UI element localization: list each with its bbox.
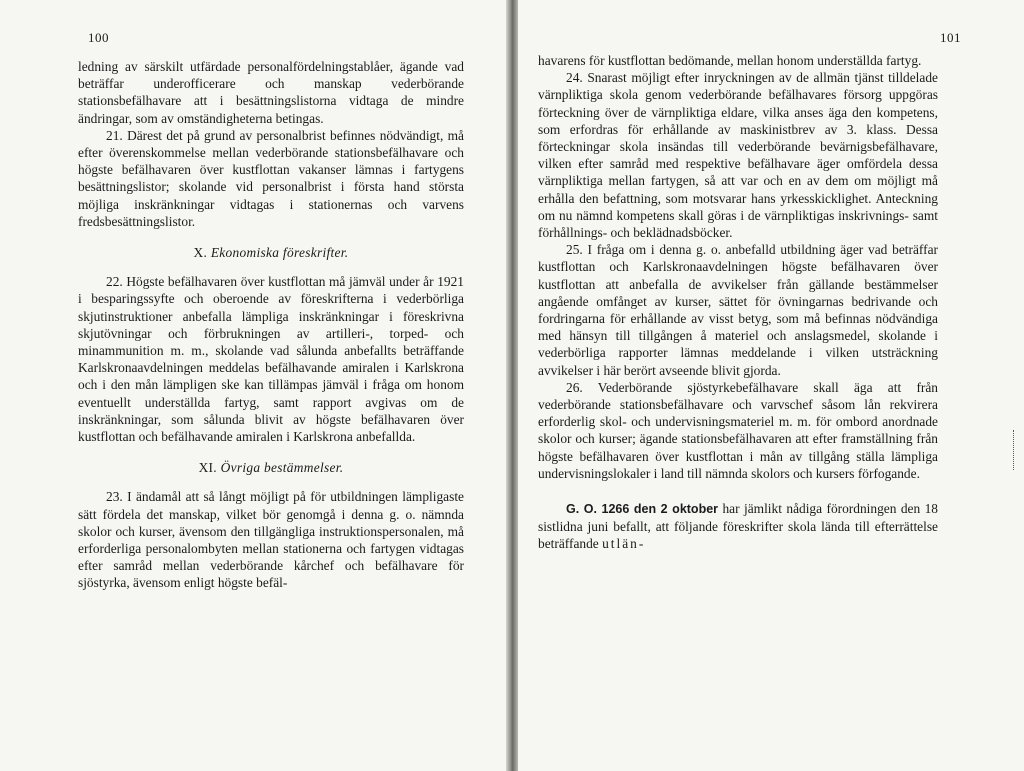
paragraph-24: 24. Snarast möjligt efter inryckningen av de allmän tjänst tilldelade värnpliktiga skola genom vederbörande befälhavares försorg uppgöras förteckning över de värnpliktiga eldare, vilka anses äga den kompetens, som erfordras för erhållande av maskinistbrev av 3. klass. Dessa förteckningar skola insändas till vederbörande bevärnigsbefälhavare, vilken efter samråd med respektive befälhavare äger omfördela dessa värnpliktiga mellan fartygen, så att var och en av dem om möjligt må erhålla den befattning, som motsvarar hans yrkesskicklighet. Anteckning om nu nämnd kompetens skall göras i de värnpliktigas inskrivnings- samt förhållnings- och beklädnadsböcker.	[538, 70, 938, 241]
paragraph-23: 23. I ändamål att så långt möjligt på för utbildningen lämpligaste sätt fördela det manskap, vilket bör genomgå i denna g. o. nämnda skolor och kurser, ävensom den tillgängliga instruktionspersonalen, må erforderliga personalombyten mellan stationerna och fartygen vidtagas efter samråd mellan vederbörande kårchef och befälhavare för sjöstyrka, ävensom enligt högste befäl-	[78, 489, 464, 591]
left-page	[0, 0, 506, 771]
paragraph-26: 26. Vederbörande sjöstyrkebefälhavare skall äga att från vederbörande stationsbefälhavare och varvschef såsom lån rekvirera erforderlig skol- och undervisningsmateriel m. m. för ombord anordnade skolor och kurser; ägande stationsbefälhavaren att efter framställning från högste befälhavaren över kustflottan i mån av tillgång ställa lämpliga undervisningslokaler i land till nämnda skolors och kursers förfogande.	[538, 379, 938, 481]
book-gutter	[506, 0, 518, 771]
general-order-lead: G. O. 1266 den 2 oktober	[566, 502, 719, 517]
left-page-text	[78, 58, 464, 592]
paragraph-21: 21. Därest det på grund av personalbrist befinnes nödvändigt, må efter överenskommelse mellan vederbörande stationsbefälhavare och högste befälhavaren över kustflottan vakanser lämnas i fartygens besättningslistor; skolande vid personalbrist i första hand största möjliga inskränkningar vidtagas i stationernas och varvens fredsbesättningslistor.	[78, 127, 464, 229]
general-order-spaced-word: utlän-	[602, 536, 646, 552]
general-order-paragraph	[538, 500, 938, 553]
section-xi-number: XI.	[198, 460, 217, 476]
general-order-text: har jämlikt nådiga förordningen den 18 sistlidna juni befallt, att följande föreskrifter skola lända till efterrättelse beträffande	[538, 501, 939, 552]
page-edge-mark	[1013, 430, 1020, 470]
paragraph-continuation: ledning av särskilt utfärdade personalfördelningstablåer, ägande vad beträffar underofficerare och manskap vederbörande stationsbefälhavare att i besättningslistorna vidtaga de mindre ändringar, som av omständigheterna betingas.	[78, 59, 464, 126]
right-page-text	[538, 52, 938, 553]
paragraph-25: 25. I fråga om i denna g. o. anbefalld utbildning äger vad beträffar kustflottan och Karlskronaavdelningen högste befälhavaren över kustflottan att anbefalla de avvikelser från gällande bestämmelser angående omfånget av kurser, sättet för övningarnas bedrivande och fordringarna för erhållande av visst betyg, som må befinnas nödvändiga med hänsyn till tillgången å materiel och anslagsmedel, skolande i vederbörliga rapporter lämnas meddelande i vilken utsträckning avvikelser i här berört avseende blivit gjorda.	[538, 242, 938, 378]
spacer	[538, 482, 938, 500]
section-heading-xi	[78, 459, 464, 476]
paragraph-22: 22. Högste befälhavaren över kustflottan må jämväl under år 1921 i besparingssyfte och oberoende av föreskrifterna i vederbörliga skjutinstruktioner anbefalla lämpliga inskränkningar i föreskrivna skjutövningar och förbrukningen av artilleri-, torped- och minammunition m. m., skolande vad sålunda anbefallts beträffande Karlskronaavdelningen meddelas befälhavande amiralen i Karlskrona och i den mån lämpligen ske kan tillämpas jämväl i fråga om honom eventuellt underställda fartyg, samt rapport avgivas om de inskränkningar, som sålunda blivit av högste befälhavaren över kustflottan och befälhavande amiralen i Karlskrona anbefallda.	[78, 274, 464, 445]
paragraph-continuation-right: havarens för kustflottan bedömande, mellan honom underställda fartyg.	[538, 53, 922, 68]
right-page	[518, 0, 1024, 771]
section-x-number: X.	[193, 245, 208, 261]
page-number-left: 100	[88, 30, 109, 45]
section-x-title: Ekonomiska föreskrifter.	[210, 245, 349, 261]
section-heading-x	[78, 244, 464, 261]
section-xi-title: Övriga bestämmelser.	[220, 460, 344, 476]
page-number-right: 101	[940, 30, 961, 45]
